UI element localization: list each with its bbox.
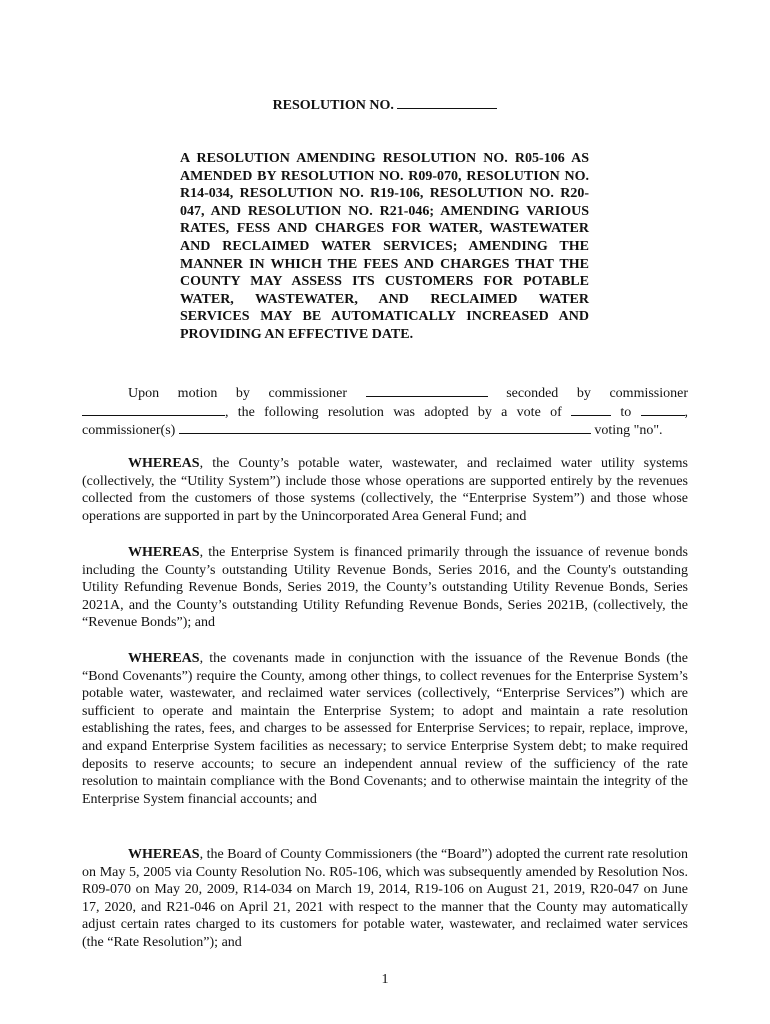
resolution-title — [0, 96, 770, 114]
resolution-number-blank — [397, 96, 497, 109]
motion-paragraph — [82, 384, 688, 440]
dissenting-commissioners-blank — [179, 421, 591, 434]
motion-text-7: voting "no". — [594, 423, 663, 439]
whereas-paragraph-3 — [82, 650, 688, 808]
motion-text-1: Upon motion by commissioner — [128, 386, 348, 401]
whereas-lead: WHEREAS — [128, 545, 200, 560]
whereas-lead: WHEREAS — [128, 651, 200, 666]
second-commissioner-blank — [82, 403, 225, 416]
motion-text-5: , — [684, 404, 689, 420]
commissioner-blank — [366, 384, 488, 397]
resolution-title-text: RESOLUTION NO. — [272, 98, 394, 113]
whereas-text: , the covenants made in conjunction with the issuance of the Revenue Bonds (the “Bond Covenants”) require the County, among other things, to collect revenues for the Enterprise System’s potable water, wastewater, and reclaimed water services (collectively, “Enterprise Services”) which are sufficient to operate and maintain the Enterprise System; to adopt and maintain a rate resolution establishing the rates, fees, and charges to be assessed for Enterprise Services; to repair, replace, improve, and expand Enterprise System facilities as necessary; to service Enterprise System debt; to make required deposits to reserve accounts; to secure an independent annual review of the sufficiency of the rate resolution to maintain compliance with the Bond Covenants; and to otherwise maintain the integrity of the Enterprise System financial accounts; and — [82, 651, 688, 807]
whereas-text: , the Board of County Commissioners (the “Board”) adopted the current rate resolution on May 5, 2005 via County Resolution No. R05-106, which was subsequently amended by Resolution Nos. R09-070 on May 20, 2009, R14-034 on March 19, 2014, R19-106 on August 21, 2019, R20-047 on June 17, 2020, and R21-046 on April 21, 2021 with respect to the manner that the County may automatically adjust certain rates charged to its customers for potable water, wastewater, and reclaimed water services (the “Rate Resolution”); and — [82, 847, 688, 950]
whereas-text: , the Enterprise System is financed primarily through the issuance of revenue bonds including the County’s outstanding Utility Revenue Bonds, Series 2016, and the County's outstanding Utility Refunding Revenue Bonds, Series 2019, the County’s outstanding Utility Revenue Bonds, Series 2021A, and the County’s outstanding Utility Refunding Revenue Bonds, Series 2021B, (collectively, the “Revenue Bonds”); and — [82, 545, 688, 631]
resolution-caption: A RESOLUTION AMENDING RESOLUTION NO. R05-106 AS AMENDED BY RESOLUTION NO. R09-070, RESOLUTION NO. R14-034, RESOLUTION NO. R19-106, RESOLUTION NO. R20-047, AND RESOLUTION NO. R21-046; AMENDING VARIOUS RATES, FESS AND CHARGES FOR WATER, WASTEWATER AND RECLAIMED WATER SERVICES; AMENDING THE MANNER IN WHICH THE FEES AND CHARGES THAT THE COUNTY MAY ASSESS ITS CUSTOMERS FOR POTABLE WATER, WASTEWATER, AND RECLAIMED WATER SERVICES MAY BE AUTOMATICALLY INCREASED AND PROVIDING AN EFFECTIVE DATE. — [180, 151, 589, 342]
motion-text-6: commissioner(s) — [82, 423, 176, 439]
whereas-text: , the County’s potable water, wastewater, and reclaimed water utility systems (collectively, the “Utility System”) include those whose operations are supported entirely by the revenues collected from the customers of those systems (collectively, the “Enterprise System”) and those whose operations are supported in part by the Unincorporated Area General Fund; and — [82, 456, 688, 524]
votes-for-blank — [571, 403, 611, 416]
whereas-paragraph-2 — [82, 544, 688, 632]
motion-text-4: to — [620, 404, 632, 420]
whereas-lead: WHEREAS — [128, 847, 200, 862]
whereas-lead: WHEREAS — [128, 456, 200, 471]
whereas-paragraph-1 — [82, 455, 688, 525]
motion-text-2: seconded by commissioner — [506, 386, 689, 401]
whereas-paragraph-4 — [82, 846, 688, 952]
motion-text-3: , the following resolution was adopted by a vote of — [225, 404, 562, 420]
page-number: 1 — [381, 972, 389, 987]
votes-against-blank — [641, 403, 685, 416]
